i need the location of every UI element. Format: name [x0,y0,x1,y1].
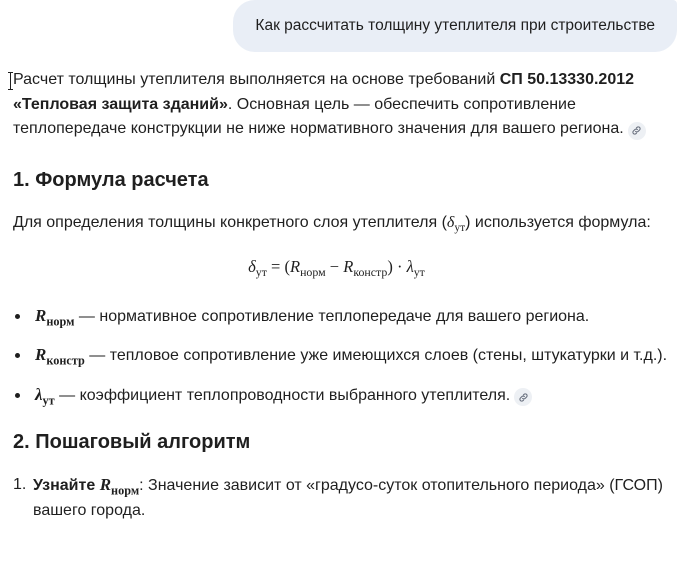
step-bold-label: Узнайте [33,477,100,494]
formula-intro-text-1: Для определения толщины конкретного слоя утеплителя ( [13,213,447,231]
intro-text-1: Расчет толщины утеплителя выполняется на основе требований [13,71,500,88]
formula-lambda: $\lambda_{ут}$ [406,257,425,280]
link-icon [518,392,529,403]
intro-standard-reference: СП 50.13330.2012 «Тепловая защита зданий» [13,71,635,113]
delta-inline-symbol: $\delta_{ут}$ [446,213,466,234]
intro-text-2: . Основная цель — обеспечить сопротивление теплопередаче конструкции не ниже нормативного значения для вашего региона. [13,95,624,137]
term-description: — тепловое сопротивление уже имеющихся слоев (стены, штукатурки и т.д.). [84,347,668,364]
term-description: — коэффициент теплопроводности выбранного утеплителя. [54,386,511,404]
user-message-bubble [233,0,677,52]
list-item [13,383,675,409]
formula-r-konstr: $R_{констр}$ [343,257,388,280]
formula-lhs: $\delta_{ут}$ [248,257,267,280]
step-number: 1. [13,476,27,493]
step-symbol: $R_{норм}$ [99,475,140,498]
list-item [13,473,675,523]
intro-paragraph [13,68,675,142]
source-link-button[interactable] [514,388,532,406]
term-symbol: $R_{констр}$ [35,345,85,368]
user-message-text: Как рассчитать толщину утеплителя при строительстве [255,17,655,34]
term-symbol: $R_{норм}$ [35,305,75,328]
link-icon [631,125,642,136]
section-1-heading: 1. Формула расчета [13,168,209,191]
list-item [13,343,675,369]
term-symbol: $\lambda_{ут}$ [35,384,55,407]
text-cursor-icon [10,72,11,90]
assistant-response [13,68,675,523]
section-2-heading: 2. Пошаговый алгоритм [13,431,251,453]
list-item [13,304,675,330]
formula-terms-list [13,304,675,409]
term-description: — нормативное сопротивление теплопередаче для вашего региона. [74,307,590,325]
formula-intro-paragraph [13,211,675,236]
thickness-formula: $\delta_{ут} = (R_{норм} - R_{констр}) \cdot \lambda_{ут}$ [248,257,425,280]
source-link-button[interactable] [628,122,646,140]
step-description: : Значение зависит от «градусо-суток отопительного периода» (ГСОП) вашего города. [33,477,663,519]
algorithm-steps-list [13,473,675,523]
formula-intro-text-2: ) используется формула: [465,213,651,231]
formula-r-norm: $R_{норм}$ [289,257,326,280]
